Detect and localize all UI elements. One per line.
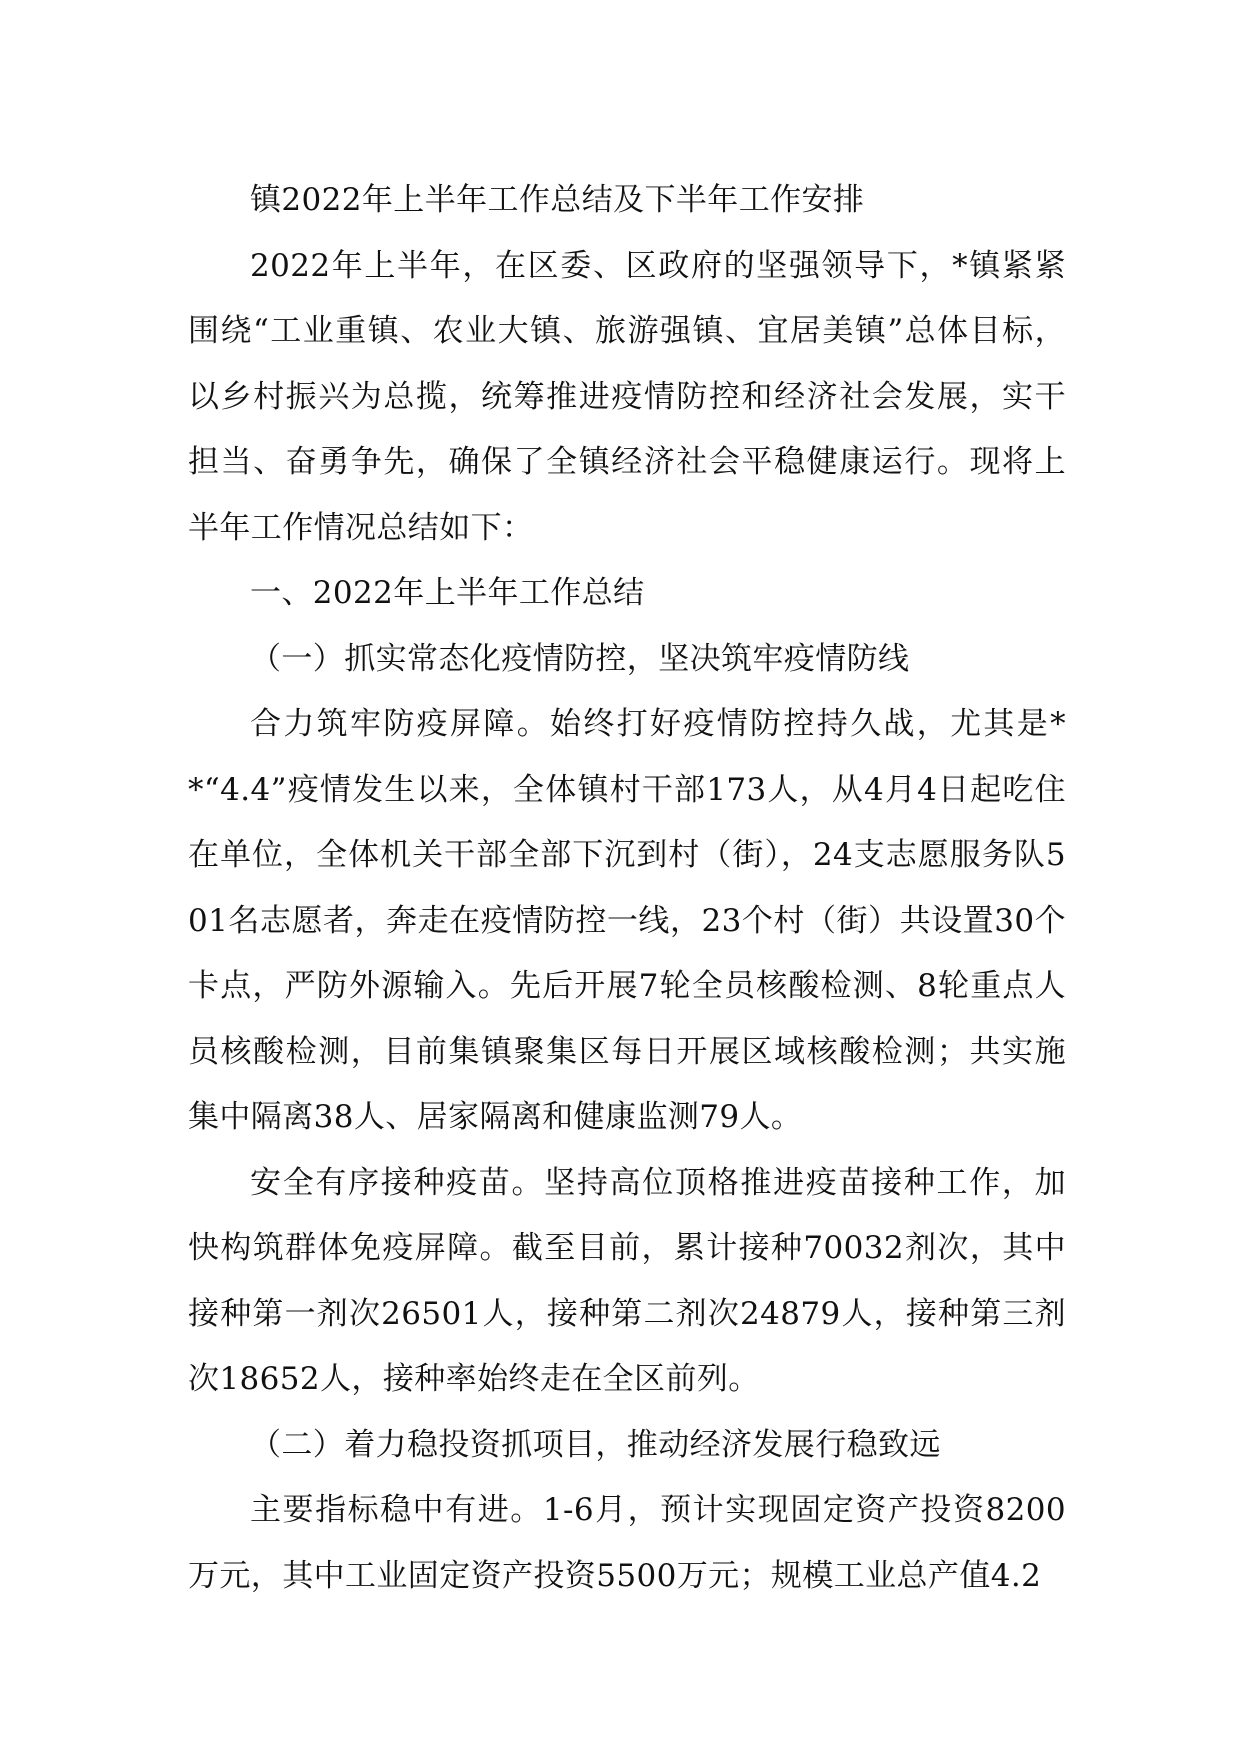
vaccination-paragraph: 安全有序接种疫苗。坚持高位顶格推进疫苗接种工作，加快构筑群体免疫屏障。截至目前，累计接种70032剂次，其中接种第一剂次26501人，接种第二剂次24879人，接种第三剂次18652人，接种率始终走在全区前列。: [188, 1164, 1066, 1397]
document-body: [188, 168, 1066, 1609]
economic-indicators-paragraph: 主要指标稳中有进。1-6月，预计实现固定资产投资8200万元，其中工业固定资产投资5500万元；规模工业总产值4.2: [188, 1492, 1066, 1594]
epidemic-prevention-paragraph: 合力筑牢防疫屏障。始终打好疫情防控持久战，尤其是**“4.4”疫情发生以来，全体镇村干部173人，从4月4日起吃住在单位，全体机关干部全部下沉到村（街），24支志愿服务队501名志愿者，奔走在疫情防控一线，23个村（街）共设置30个卡点，严防外源输入。先后开展7轮全员核酸检测、8轮重点人员核酸检测，目前集镇聚集区每日开展区域核酸检测；共实施集中隔离38人、居家隔离和健康监测79人。: [188, 706, 1066, 1135]
subsection-heading-1: （一）抓实常态化疫情防控，坚决筑牢疫情防线: [250, 640, 910, 677]
intro-paragraph: 2022年上半年，在区委、区政府的坚强领导下，*镇紧紧围绕“工业重镇、农业大镇、旅游强镇、宜居美镇”总体目标，以乡村振兴为总揽，统筹推进疫情防控和经济社会发展，实干担当、奋勇争先，确保了全镇经济社会平稳健康运行。现将上半年工作情况总结如下：: [188, 247, 1066, 546]
subsection-heading-2: （二）着力稳投资抓项目，推动经济发展行稳致远: [250, 1426, 941, 1463]
document-title: 镇2022年上半年工作总结及下半年工作安排: [250, 182, 865, 218]
section-heading-1: 一、2022年上半年工作总结: [250, 575, 645, 611]
